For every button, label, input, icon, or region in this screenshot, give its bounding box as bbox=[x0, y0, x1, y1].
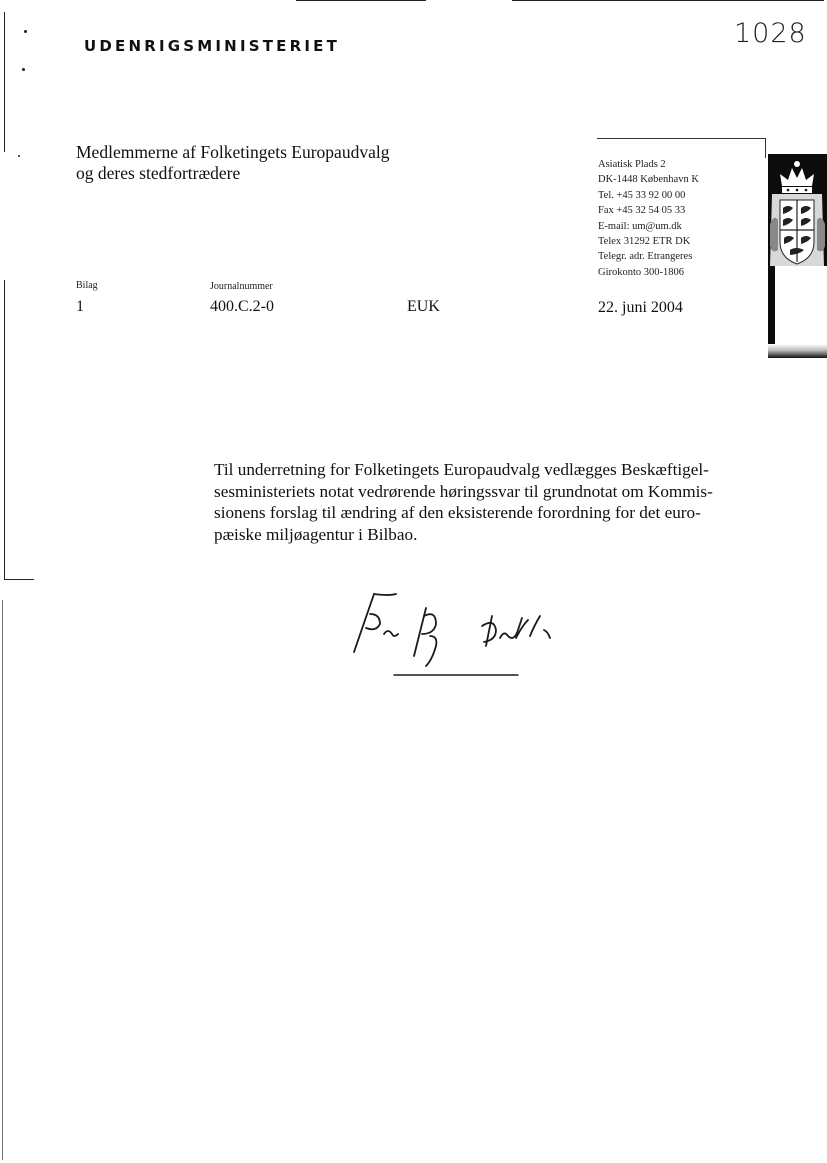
crest-band bbox=[768, 154, 827, 358]
address-line: Telex 31292 ETR DK bbox=[598, 236, 691, 248]
body-line: Til underretning for Folketingets Europaudvalg vedlægges Beskæftigel- bbox=[214, 460, 709, 479]
scan-left-edge-1 bbox=[4, 12, 5, 152]
royal-coat-of-arms-icon bbox=[768, 154, 827, 284]
scan-left-tick bbox=[4, 579, 34, 580]
scan-dot bbox=[18, 155, 20, 157]
scan-top-rule-left bbox=[296, 0, 426, 1]
scan-dot bbox=[22, 68, 25, 71]
body-line: sionens forslag til ændring af den eksisterende forordning for det euro- bbox=[214, 503, 701, 523]
address-line: Asiatisk Plads 2 bbox=[598, 159, 666, 170]
scan-left-edge-2 bbox=[4, 280, 5, 580]
crest-band-fringe bbox=[768, 344, 827, 358]
document-number: 1028 bbox=[734, 18, 807, 49]
journal-value: 400.C.2-0 bbox=[210, 298, 274, 315]
scan-left-edge-3 bbox=[2, 600, 3, 1160]
scan-dot bbox=[24, 30, 27, 33]
letter-body bbox=[214, 459, 734, 545]
body-line: sesministeriets notat vedrørende høringssvar til grundnotat om Kommis- bbox=[214, 481, 713, 501]
body-line: pæiske miljøagentur i Bilbao. bbox=[214, 524, 418, 544]
handwritten-signature-icon bbox=[340, 586, 580, 686]
address-block bbox=[598, 157, 699, 280]
journal-label: Journalnummer bbox=[210, 281, 273, 292]
address-rule bbox=[597, 138, 765, 139]
address-line: Tel. +45 33 92 00 00 bbox=[598, 189, 686, 201]
address-line: Girokonto 300-1806 bbox=[598, 266, 685, 278]
address-line: E-mail: um@um.dk bbox=[598, 220, 682, 232]
address-line: DK-1448 København K bbox=[598, 174, 699, 186]
scan-top-rule-right bbox=[512, 0, 824, 1]
recipient-line: og deres stedfortrædere bbox=[76, 163, 241, 183]
letter-date: 22. juni 2004 bbox=[598, 299, 683, 316]
address-rule-corner bbox=[765, 138, 766, 158]
ministry-name: UDENRIGSMINISTERIET bbox=[84, 37, 341, 55]
office-code: EUK bbox=[407, 298, 440, 315]
bilag-label: Bilag bbox=[76, 280, 98, 291]
bilag-value: 1 bbox=[76, 298, 84, 315]
address-line: Telegr. adr. Etrangeres bbox=[598, 251, 693, 263]
recipient-block bbox=[76, 142, 389, 184]
recipient-line: Medlemmerne af Folketingets Europaudvalg bbox=[76, 142, 390, 162]
address-line: Fax +45 32 54 05 33 bbox=[598, 205, 686, 217]
